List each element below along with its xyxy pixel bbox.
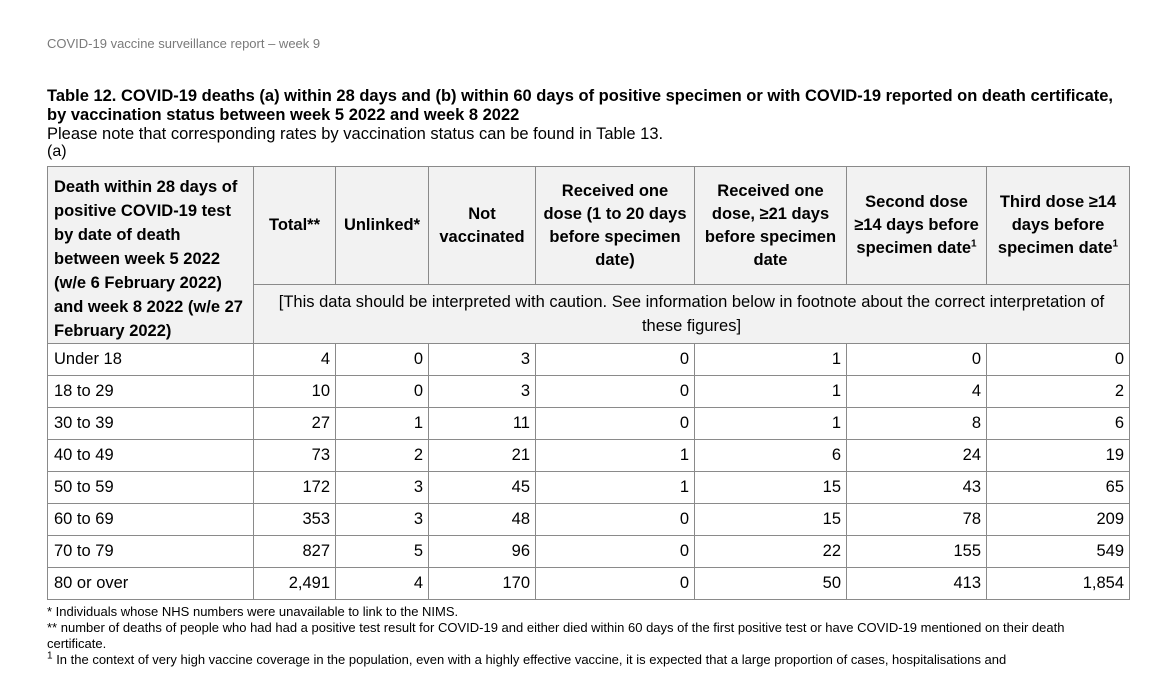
caution-note: [This data should be interpreted with caution. See information below in footnote about the correct interpretation of these figures]	[254, 285, 1130, 344]
col-header-unlinked: Unlinked*	[336, 167, 429, 285]
cell-total: 2,491	[254, 568, 336, 600]
cell-one-dose-1-20: 0	[536, 504, 695, 536]
footnote-context	[47, 652, 1122, 668]
cell-one-dose-1-20: 0	[536, 344, 695, 376]
cell-total: 353	[254, 504, 336, 536]
cell-third-dose: 19	[987, 440, 1130, 472]
cell-one-dose-1-20: 0	[536, 408, 695, 440]
cell-unlinked: 3	[336, 504, 429, 536]
cell-second-dose: 0	[847, 344, 987, 376]
deaths-table	[47, 166, 1130, 600]
cell-one-dose-1-20: 1	[536, 472, 695, 504]
cell-unlinked: 5	[336, 536, 429, 568]
cell-one-dose-1-20: 0	[536, 536, 695, 568]
col-header-second-dose-label: Second dose ≥14 days before specimen date	[854, 193, 979, 258]
col-header-one-dose-1-20: Received one dose (1 to 20 days before specimen date)	[536, 167, 695, 285]
cell-age: 70 to 79	[48, 536, 254, 568]
cell-total: 4	[254, 344, 336, 376]
cell-one-dose-21: 22	[695, 536, 847, 568]
cell-one-dose-1-20: 0	[536, 568, 695, 600]
col-header-not-vaccinated: Not vaccinated	[429, 167, 536, 285]
table-row	[48, 408, 1130, 440]
col-header-total: Total**	[254, 167, 336, 285]
col-header-one-dose-21: Received one dose, ≥21 days before specimen date	[695, 167, 847, 285]
cell-not-vaccinated: 11	[429, 408, 536, 440]
cell-one-dose-21: 15	[695, 504, 847, 536]
cell-age: 30 to 39	[48, 408, 254, 440]
cell-not-vaccinated: 21	[429, 440, 536, 472]
header-row	[48, 167, 1130, 285]
cell-third-dose: 1,854	[987, 568, 1130, 600]
cell-total: 10	[254, 376, 336, 408]
cell-second-dose: 413	[847, 568, 987, 600]
cell-one-dose-21: 15	[695, 472, 847, 504]
cell-unlinked: 0	[336, 344, 429, 376]
cell-age: 80 or over	[48, 568, 254, 600]
footnote-total: ** number of deaths of people who had had a positive test result for COVID-19 and either died within 60 days of the first positive test or have COVID-19 mentioned on their death certificate.	[47, 620, 1065, 651]
cell-third-dose: 549	[987, 536, 1130, 568]
cell-one-dose-1-20: 0	[536, 376, 695, 408]
col-header-third-dose	[987, 167, 1130, 285]
cell-second-dose: 8	[847, 408, 987, 440]
footnote-unlinked: * Individuals whose NHS numbers were unavailable to link to the NIMS.	[47, 604, 459, 619]
cell-not-vaccinated: 3	[429, 344, 536, 376]
cell-third-dose: 6	[987, 408, 1130, 440]
cell-third-dose: 209	[987, 504, 1130, 536]
cell-one-dose-21: 1	[695, 376, 847, 408]
cell-total: 172	[254, 472, 336, 504]
table-note: Please note that corresponding rates by vaccination status can be found in Table 13.	[47, 125, 664, 143]
stub-header: Death within 28 days of positive COVID-19 test by date of death between week 5 2022 (w/e 6 February 2022) and week 8 2022 (w/e 27 February 2022)	[48, 167, 254, 344]
cell-not-vaccinated: 96	[429, 536, 536, 568]
footnote-marker: 1	[1112, 238, 1119, 250]
cell-third-dose: 0	[987, 344, 1130, 376]
cell-total: 73	[254, 440, 336, 472]
cell-total: 827	[254, 536, 336, 568]
table-row	[48, 344, 1130, 376]
cell-not-vaccinated: 3	[429, 376, 536, 408]
footnote-context-text: In the context of very high vaccine coverage in the population, even with a highly effective vaccine, it is expected that a large proportion of cases, hospitalisations and	[56, 652, 1007, 667]
cell-unlinked: 1	[336, 408, 429, 440]
table-row	[48, 376, 1130, 408]
cell-age: 18 to 29	[48, 376, 254, 408]
cell-third-dose: 2	[987, 376, 1130, 408]
cell-not-vaccinated: 48	[429, 504, 536, 536]
table-row	[48, 472, 1130, 504]
cell-age: 60 to 69	[48, 504, 254, 536]
col-header-second-dose	[847, 167, 987, 285]
table-row	[48, 504, 1130, 536]
cell-age: Under 18	[48, 344, 254, 376]
cell-second-dose: 4	[847, 376, 987, 408]
col-header-third-dose-label: Third dose ≥14 days before specimen date	[997, 193, 1117, 258]
table-caption	[47, 87, 1127, 160]
cell-one-dose-1-20: 1	[536, 440, 695, 472]
table-row	[48, 536, 1130, 568]
cell-unlinked: 2	[336, 440, 429, 472]
running-header: COVID-19 vaccine surveillance report – week 9	[47, 36, 321, 51]
cell-age: 40 to 49	[48, 440, 254, 472]
cell-second-dose: 78	[847, 504, 987, 536]
footnotes	[47, 604, 1122, 668]
cell-second-dose: 24	[847, 440, 987, 472]
footnote-marker: 1	[47, 650, 53, 662]
cell-not-vaccinated: 170	[429, 568, 536, 600]
cell-unlinked: 0	[336, 376, 429, 408]
cell-second-dose: 155	[847, 536, 987, 568]
table-title: Table 12. COVID-19 deaths (a) within 28 days and (b) within 60 days of positive specimen or with COVID-19 reported on death certificate, by vaccination status between week 5 2022 and week 8 2022	[47, 87, 1114, 124]
table-row	[48, 568, 1130, 600]
cell-unlinked: 3	[336, 472, 429, 504]
cell-one-dose-21: 1	[695, 344, 847, 376]
table-row	[48, 440, 1130, 472]
cell-unlinked: 4	[336, 568, 429, 600]
footnote-marker: 1	[971, 238, 977, 250]
cell-one-dose-21: 6	[695, 440, 847, 472]
cell-not-vaccinated: 45	[429, 472, 536, 504]
cell-total: 27	[254, 408, 336, 440]
table-sub-label: (a)	[47, 143, 67, 160]
cell-age: 50 to 59	[48, 472, 254, 504]
cell-second-dose: 43	[847, 472, 987, 504]
cell-one-dose-21: 1	[695, 408, 847, 440]
cell-one-dose-21: 50	[695, 568, 847, 600]
cell-third-dose: 65	[987, 472, 1130, 504]
